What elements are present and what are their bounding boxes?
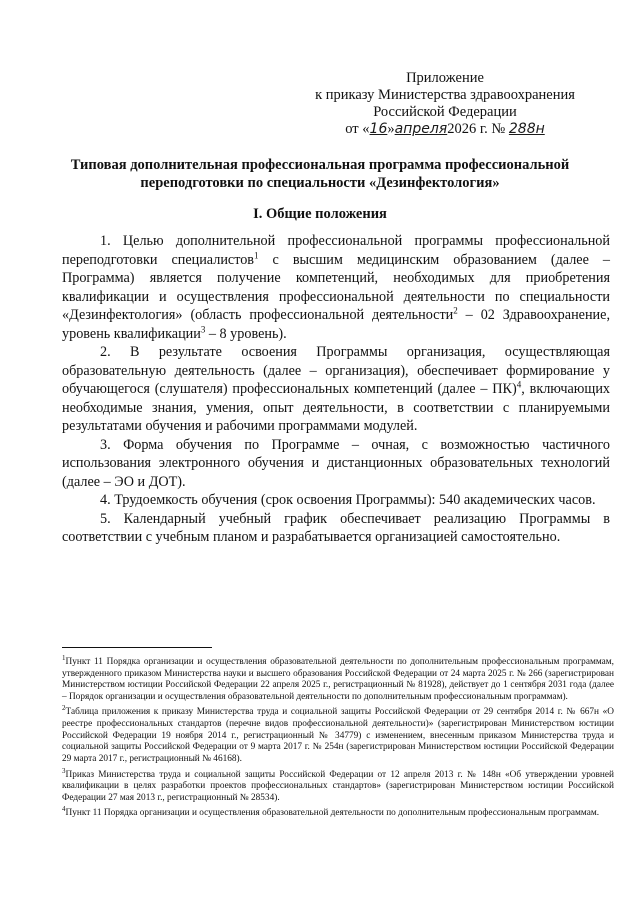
footnote-2 [62, 703, 614, 765]
footnote-ref-1: 1 [254, 249, 259, 260]
footnote-3 [62, 766, 614, 805]
footnote-3-mark: 3 [62, 766, 66, 775]
title-line-1: Типовая дополнительная профессиональная программа профессиональной [70, 157, 570, 173]
paragraph-1-text-c: – 02 Здравоохранение, уровень квалификации [62, 307, 610, 342]
appendix-order-line: к приказу Министерства здравоохранения [315, 87, 575, 103]
footnotes [62, 653, 614, 820]
footnote-4 [62, 804, 614, 820]
footnote-1-text: Пункт 11 Порядка организации и осуществления образовательной деятельности по дополнительным профессиональным программам, утвержденного приказом Министерства науки и высшего образования Российской Федерации от 24 марта 2025 г. № 266 (зарегистрирован Министерством юстиции Российской Федерации 22 апреля 2025 г., регистрационный № 81928), действует до 1 сентября 2031 года (далее – Порядок организации и осуществления образовательной деятельности по дополнительным профессиональным программам). [62, 657, 614, 702]
paragraph-1 [62, 232, 610, 343]
handwritten-day: 16 [369, 121, 388, 137]
footnote-ref-2: 2 [453, 305, 458, 316]
handwritten-month: апреля [394, 121, 448, 137]
date-year: 2026 г. № [447, 121, 506, 137]
paragraph-1-text-b: с высшим медицинским образованием (далее – Программа) является получение компетенций, необходимых для приобретения квалификации и осуществления профессиональной деятельности по специальности «Дезинфектология» (область профессиональной деятельности [62, 251, 610, 323]
paragraph-2 [62, 343, 610, 436]
paragraph-2-text-a: 2. В результате освоения Программы организация, осуществляющая образовательную деятельность (далее – организация), обеспечивает формирование у обучающегося (слушателя) профессиональных компетенций (далее – ПК) [62, 344, 610, 397]
section-heading: I. Общие положения [253, 206, 387, 222]
footnote-ref-4: 4 [516, 379, 522, 390]
footnote-2-mark: 2 [62, 704, 66, 713]
paragraph-4: 4. Трудоемкость обучения (срок освоения Программы): 540 академических часов. [100, 492, 596, 508]
footnote-divider [62, 647, 212, 648]
appendix-date-line [300, 121, 590, 138]
paragraph-5: 5. Календарный учебный график обеспечивает реализацию Программы в соответствии с учебным планом и разрабатывается организацией самостоятельно. [62, 510, 610, 545]
handwritten-order-number: 288н [508, 121, 545, 137]
appendix-country-line: Российской Федерации [373, 104, 517, 120]
appendix-header [300, 70, 590, 138]
paragraph-1-text-a: 1. Целью дополнительной профессиональной программы профессиональной переподготовки специалистов [62, 233, 610, 268]
date-prefix: от « [345, 121, 370, 137]
paragraph-3: 3. Форма обучения по Программе – очная, с возможностью частичного использования электронного обучения и дистанционных образовательных технологий (далее – ЭО и ДОТ). [62, 436, 610, 490]
main-body [62, 232, 610, 547]
footnote-1-mark: 1 [62, 654, 66, 662]
paragraph-2-text-b: , включающих необходимые знания, умения, опыт деятельности, в соответствии с планируемыми результатами обучения и рабочими программами модулей. [62, 381, 611, 434]
footnote-3-text: Приказ Министерства труда и социальной защиты Российской Федерации от 12 апреля 2013 г. № 148н «Об утверждении уровней квалификации в целях разработки проектов профессиональных стандартов» (зарегистрирован Министерством юстиции Российской Федерации 27 мая 2013 г., регистрационный № 28534). [62, 769, 614, 803]
footnote-ref-3: 3 [200, 323, 206, 334]
document-title [40, 156, 600, 192]
date-mid: » [387, 121, 395, 137]
footnote-4-mark: 4 [62, 805, 66, 814]
footnote-1 [62, 653, 614, 703]
appendix-label: Приложение [406, 70, 484, 86]
title-line-2: переподготовки по специальности «Дезинфектология» [140, 175, 500, 191]
paragraph-1-text-d: – 8 уровень). [205, 325, 287, 342]
footnote-2-text: Таблица приложения к приказу Министерства труда и социальной защиты Российской Федерации от 29 сентября 2014 г. № 667н «О реестре профессиональных стандартов (перечне видов профессиональной деятельности)» (зарегистрирован Министерством юстиции Российской Федерации 19 ноября 2014 г., регистрационный № 34779) с изменением, внесенным приказом Министерства труда и социальной защиты Российской Федерации от 9 марта 2017 г. № 254н (зарегистрирован Министерством юстиции Российской Федерации 29 марта 2017 г., регистрационный № 46168). [62, 707, 614, 764]
footnote-4-text: Пункт 11 Порядка организации и осуществления образовательной деятельности по дополнительным профессиональным программам. [65, 808, 600, 819]
